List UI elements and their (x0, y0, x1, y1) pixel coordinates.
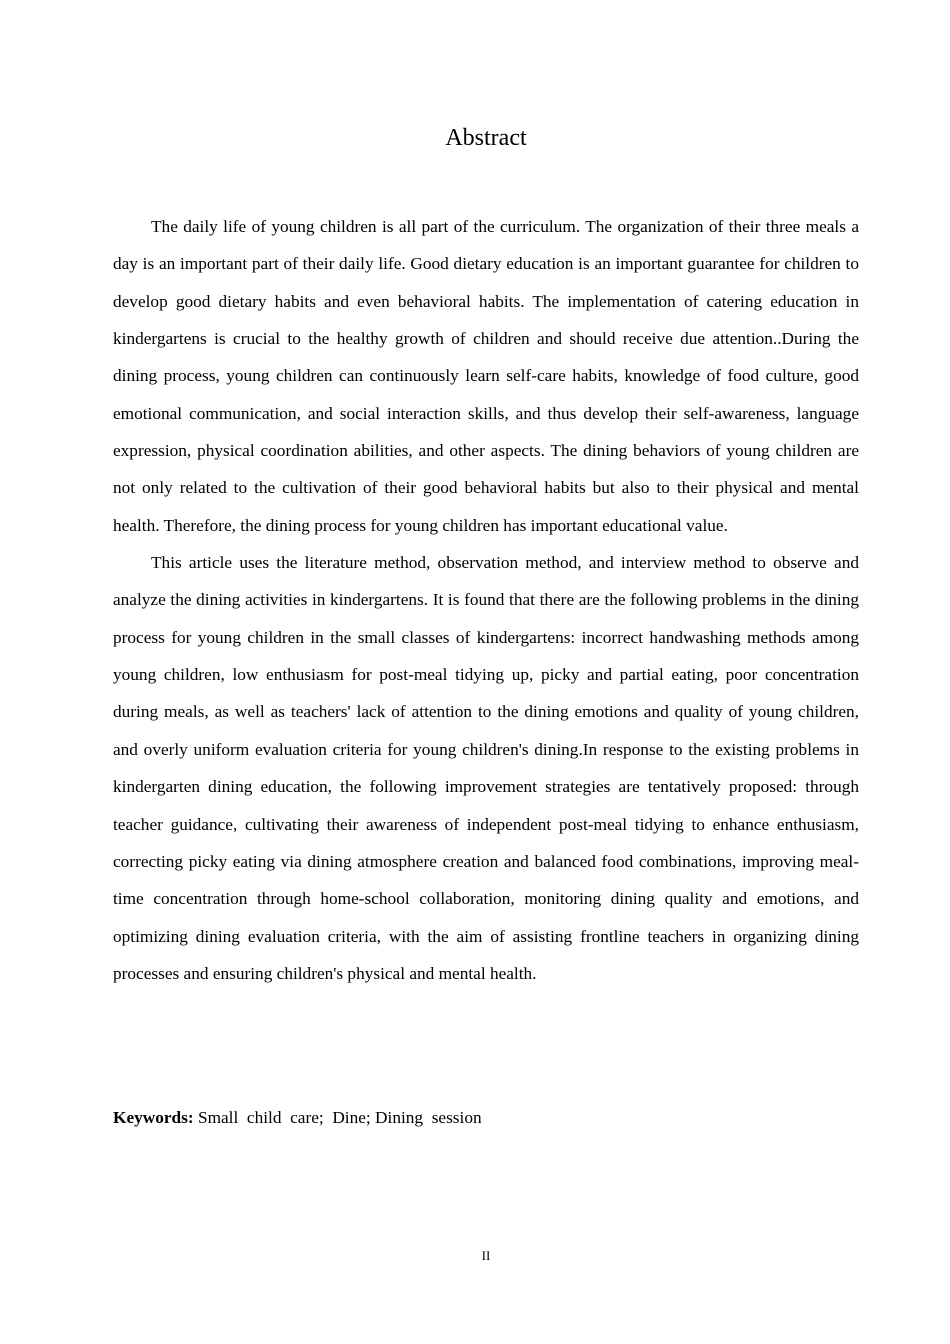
abstract-paragraph-2: This article uses the literature method, observation method, and interview method to observe and analyze the dining activities in kindergartens. It is found that there are the following problems in the dining process for young children in the small classes of kindergartens: incorrect handwashing methods among young children, low enthusiasm for post-meal tidying up, picky and partial eating, poor concentration during meals, as well as teachers' lack of attention to the dining emotions and quality of young children, and overly uniform evaluation criteria for young children's dining.In response to the existing problems in kindergarten dining education, the following improvement strategies are tentatively proposed: through teacher guidance, cultivating their awareness of independent post-meal tidying to enhance enthusiasm, correcting picky eating via dining atmosphere creation and balanced food combinations, improving meal-time concentration through home-school collaboration, monitoring dining quality and emotions, and optimizing dining evaluation criteria, with the aim of assisting frontline teachers in organizing dining processes and ensuring children's physical and mental health. (113, 553, 859, 983)
keywords-line (113, 1104, 859, 1132)
abstract-title: Abstract (445, 125, 527, 151)
page-number: II (481, 1248, 491, 1263)
abstract-paragraph-1: The daily life of young children is all part of the curriculum. The organization of their three meals a day is an important part of their daily life. Good dietary education is an important guarantee for children to develop good dietary habits and even behavioral habits. The implementation of catering education in kindergartens is crucial to the healthy growth of children and should receive due attention..During the dining process, young children can continuously learn self-care habits, knowledge of food culture, good emotional communication, and social interaction skills, and thus develop their self-awareness, language expression, physical coordination abilities, and other aspects. The dining behaviors of young children are not only related to the cultivation of their good behavioral habits but also to their physical and mental health. Therefore, the dining process for young children has important educational value. (113, 217, 859, 535)
abstract-body (113, 208, 859, 992)
keywords-text: Small child care; Dine; Dining session (193, 1108, 482, 1127)
keywords-label: Keywords: (113, 1108, 194, 1127)
